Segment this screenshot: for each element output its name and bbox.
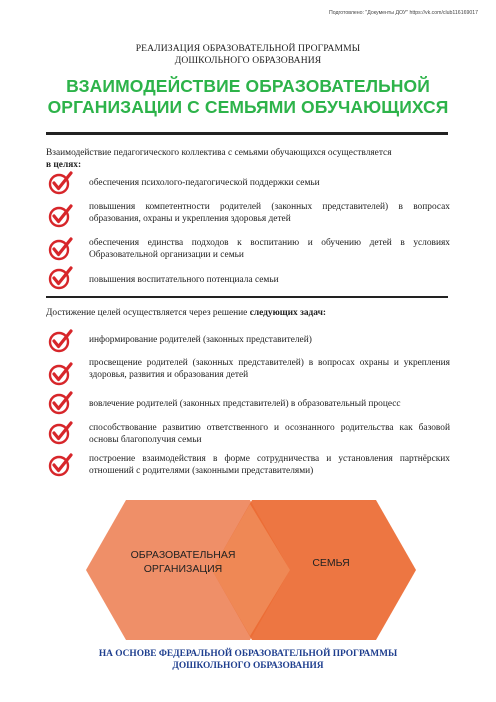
- title-line-2: ОРГАНИЗАЦИИ С СЕМЬЯМИ ОБУЧАЮЩИХСЯ: [47, 97, 449, 117]
- goal-item-text: обеспечения единства подходов к воспитанию и обучению детей в условиях Образовательной организации и семьи: [89, 238, 450, 260]
- goal-item-text: обеспечения психолого-педагогической поддержки семьи: [89, 178, 320, 188]
- organization-label: [108, 548, 258, 576]
- task-item-text: способствование развитию ответственного и осознанного родительства как базовой основы благополучия семьи: [89, 423, 450, 445]
- check-circle-icon: [48, 452, 74, 478]
- page-title: [0, 76, 496, 118]
- divider-top: [46, 132, 448, 135]
- page-footer: [0, 648, 496, 672]
- goals-intro-bold: в целях:: [46, 159, 82, 170]
- goal-item: [46, 237, 450, 267]
- goals-intro: [46, 148, 450, 171]
- goal-item: [46, 172, 450, 202]
- supertitle-line-2: ДОШКОЛЬНОГО ОБРАЗОВАНИЯ: [174, 55, 322, 66]
- divider-middle: [46, 296, 448, 298]
- footer-line-2: ДОШКОЛЬНОГО ОБРАЗОВАНИЯ: [172, 661, 324, 671]
- family-label: СЕМЬЯ: [312, 557, 350, 569]
- task-item: [46, 422, 450, 452]
- organization-label-line-2: ОРГАНИЗАЦИЯ: [143, 563, 223, 575]
- supertitle-line-1: РЕАЛИЗАЦИЯ ОБРАЗОВАТЕЛЬНОЙ ПРОГРАММЫ: [135, 43, 361, 54]
- task-item-text: информирование родителей (законных представителей): [89, 335, 312, 345]
- task-item: [46, 330, 450, 360]
- check-circle-icon: [48, 361, 74, 387]
- goal-item-text: повышения компетентности родителей (законных представителей) в вопросах образования, охраны и укрепления здоровья детей: [89, 202, 450, 224]
- check-circle-icon: [48, 390, 74, 416]
- tasks-intro: [46, 308, 450, 320]
- task-item: [46, 393, 450, 423]
- task-item-text: построение взаимодействия в форме сотрудничества и установления партнёрских отношений с родителями (законными представителями): [89, 454, 450, 476]
- task-item: [46, 453, 450, 483]
- check-circle-icon: [48, 420, 74, 446]
- task-item-text: вовлечение родителей (законных представителей) в образовательный процесс: [89, 399, 401, 409]
- check-circle-icon: [48, 236, 74, 262]
- task-item: [46, 358, 450, 391]
- goals-intro-text: Взаимодействие педагогического коллектива с семьями обучающихся осуществляется: [46, 148, 392, 158]
- goal-item: [46, 268, 450, 298]
- credit-text: Подготовлено: "Документы ДОУ" https://vk.com/club116169017: [328, 10, 478, 16]
- footer-line-1: НА ОСНОВЕ ФЕДЕРАЛЬНОЙ ОБРАЗОВАТЕЛЬНОЙ ПРОГРАММЫ: [98, 649, 398, 659]
- title-line-1: ВЗАИМОДЕЙСТВИЕ ОБРАЗОВАТЕЛЬНОЙ: [66, 76, 430, 96]
- tasks-intro-text: Достижение целей осуществляется через решение: [46, 308, 248, 318]
- check-circle-icon: [48, 328, 74, 354]
- check-circle-icon: [48, 265, 74, 291]
- page-supertitle: [0, 43, 496, 67]
- check-circle-icon: [48, 170, 74, 196]
- goal-item-text: повышения воспитательного потенциала семьи: [89, 275, 279, 285]
- check-circle-icon: [48, 203, 74, 229]
- task-item-text: просвещение родителей (законных представителей) в вопросах охраны и укрепления здоровья, развития и образования детей: [89, 358, 450, 380]
- organization-label-line-1: ОБРАЗОВАТЕЛЬНАЯ: [130, 549, 236, 561]
- tasks-intro-bold: следующих задач:: [249, 308, 327, 318]
- hexagon-diagram: [86, 500, 416, 640]
- goal-item: [46, 203, 450, 233]
